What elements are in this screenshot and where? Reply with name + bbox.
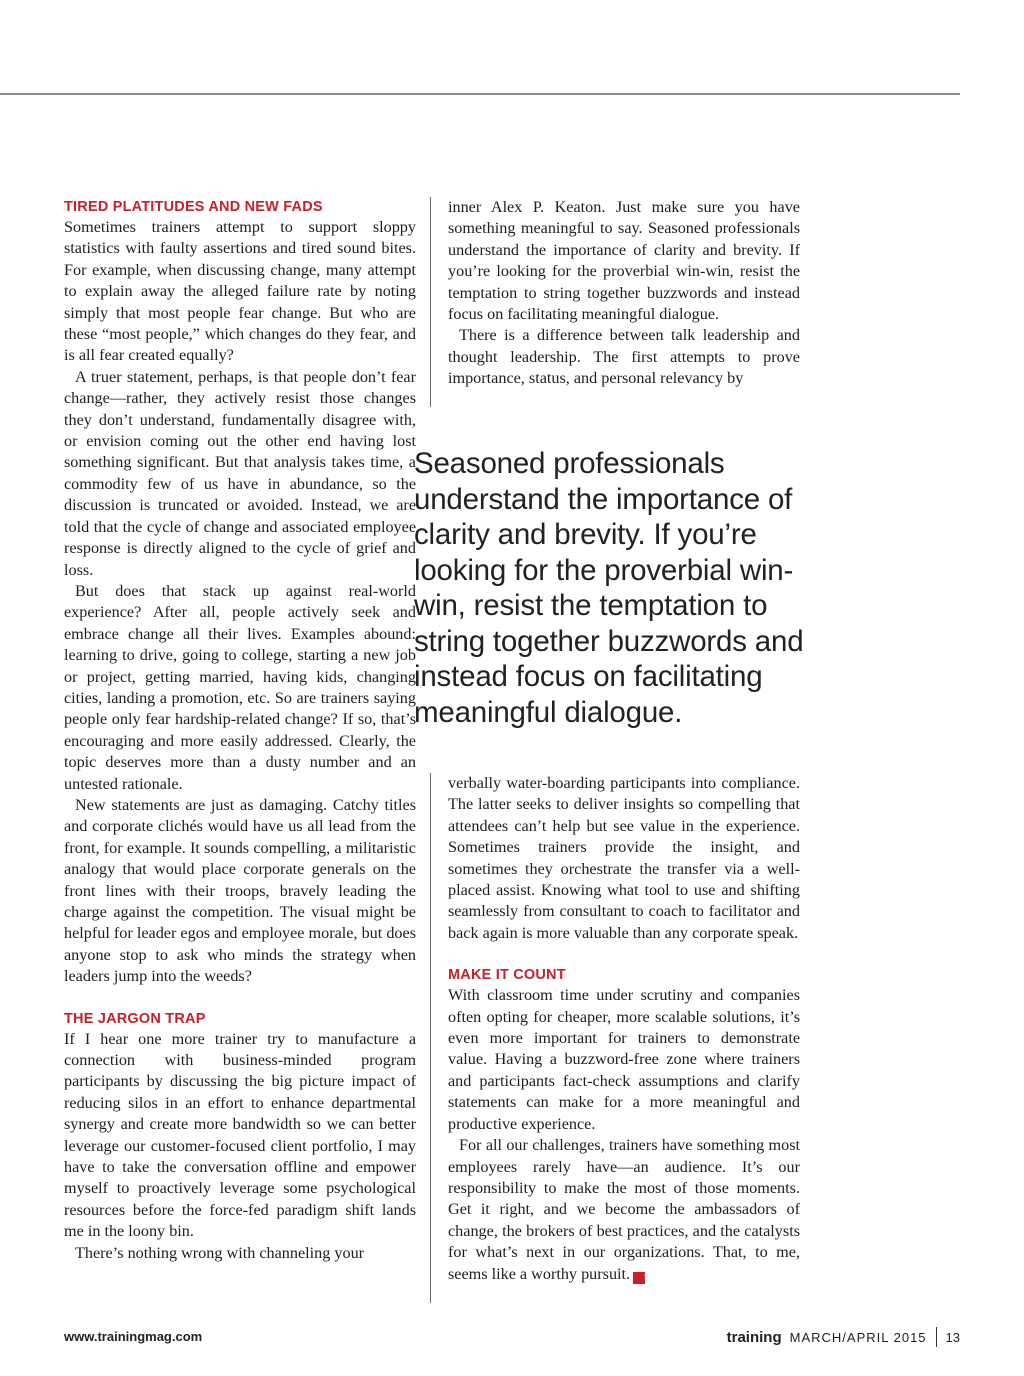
pull-quote: Seasoned professionals understand the importance of clarity and brevity. If you’re looking for the proverbial win-win, resist the temptation to string together buzzwords and instead focus on facilitating meaningful dialogue. (414, 447, 804, 729)
column-divider-bottom (430, 773, 431, 1303)
footer-magazine-name: training (726, 1328, 782, 1346)
page-number: 13 (945, 1329, 960, 1345)
column-divider-top (430, 197, 431, 407)
header-rule (0, 93, 960, 95)
paragraph: But does that stack up against real-world experience? After all, people actively seek and embrace change all their lives. Examples abound: learning to drive, going to college, starting a new job or project, getting married, having kids, changing cities, landing a promotion, etc. So are trainers saying people only fear hardship-related change? If so, that’s encouraging and more easily addressed. Clearly, the topic deserves more than a dusty number and an untested rationale. (64, 581, 416, 793)
footer-issue-date: MARCH/APRIL 2015 (789, 1329, 927, 1345)
section-heading-make-it-count: MAKE IT COUNT (448, 967, 566, 984)
paragraph: There is a difference between talk leadership and thought leadership. The first attempts to prove importance, status, and personal relevancy by (448, 326, 800, 388)
paragraph: There’s nothing wrong with channeling your (75, 1243, 365, 1262)
footer-website: www.trainingmag.com (64, 1329, 203, 1344)
paragraph: A truer statement, perhaps, is that people don’t fear change—rather, they actively resist those changes they don’t understand, fundamentally disagree with, or envision coming out the other end having lost something significant. But that analysis takes time, a commodity few of us have in abundance, so the discussion is truncated or avoided. Instead, we are told that the cycle of change and associated employee response is directly aligned to the cycle of grief and loss. (64, 367, 416, 579)
end-of-article-icon: t (633, 1272, 645, 1284)
footer-folio (727, 1327, 960, 1347)
paragraph: With classroom time under scrutiny and companies often opting for cheaper, more scalable solutions, it’s even more important for trainers to demonstrate value. Having a buzzword-free zone where trainers and participants fact-check assumptions and clarify statements can make for a more meaningful and productive experience. (448, 986, 800, 1133)
paragraph-text: For all our challenges, trainers have something most employees rarely have—an audience. It’s our responsibility to make the most of those moments. Get it right, and we become the ambassadors of change, the brokers of best practices, and the catalysts for what’s next in our organizations. That, to me, seems like a worthy pursuit. (448, 1136, 800, 1283)
paragraph (448, 1135, 800, 1285)
right-column-bottom (448, 773, 800, 1285)
paragraph: If I hear one more trainer try to manufacture a connection with business-minded program participants by discussing the big picture impact of reducing silos in an effort to enhance departmental synergy and create more bandwidth so we can better leverage our customer-focused client portfolio, I may have to take the conversation offline and empower myself to proactively leverage some psychological resources before the force-fed paradigm shift lands me in the loony bin. (64, 1029, 416, 1241)
left-column (64, 197, 416, 1264)
paragraph: New statements are just as damaging. Catchy titles and corporate clichés would have us all lead from the front, for example. It sounds compelling, a militaristic analogy that would place corporate generals on the front lines with their troops, bravely leading the charge against the competition. The visual might be helpful for leader egos and employee morale, but does anyone stop to ask who minds the strategy when leaders jump into the weeds? (64, 795, 416, 986)
right-column-top (448, 197, 800, 390)
paragraph: inner Alex P. Keaton. Just make sure you have something meaningful to say. Seasoned professionals understand the importance of clarity and brevity. If you’re looking for the proverbial win-win, resist the temptation to string together buzzwords and instead focus on facilitating meaningful dialogue. (448, 198, 800, 324)
paragraph: Sometimes trainers attempt to support sloppy statistics with faulty assertions and tired sound bites. For example, when discussing change, many attempt to explain away the alleged failure rate by noting simply that most people fear change. But who are these “most people,” which changes do they fear, and is all fear created equally? (64, 218, 416, 365)
footer-divider (936, 1327, 937, 1347)
section-heading-jargon-trap: THE JARGON TRAP (64, 1010, 206, 1027)
section-heading-tired-platitudes: TIRED PLATITUDES AND NEW FADS (64, 199, 323, 215)
paragraph: verbally water-boarding participants into compliance. The latter seeks to deliver insights so compelling that attendees can’t help but see value in the experience. Sometimes trainers provide the insight, and sometimes they orchestrate the transfer via a well-placed assist. Knowing what tool to use and shifting seamlessly from consultant to coach to facilitator and back again is more valuable than any corporate speak. (448, 774, 800, 942)
